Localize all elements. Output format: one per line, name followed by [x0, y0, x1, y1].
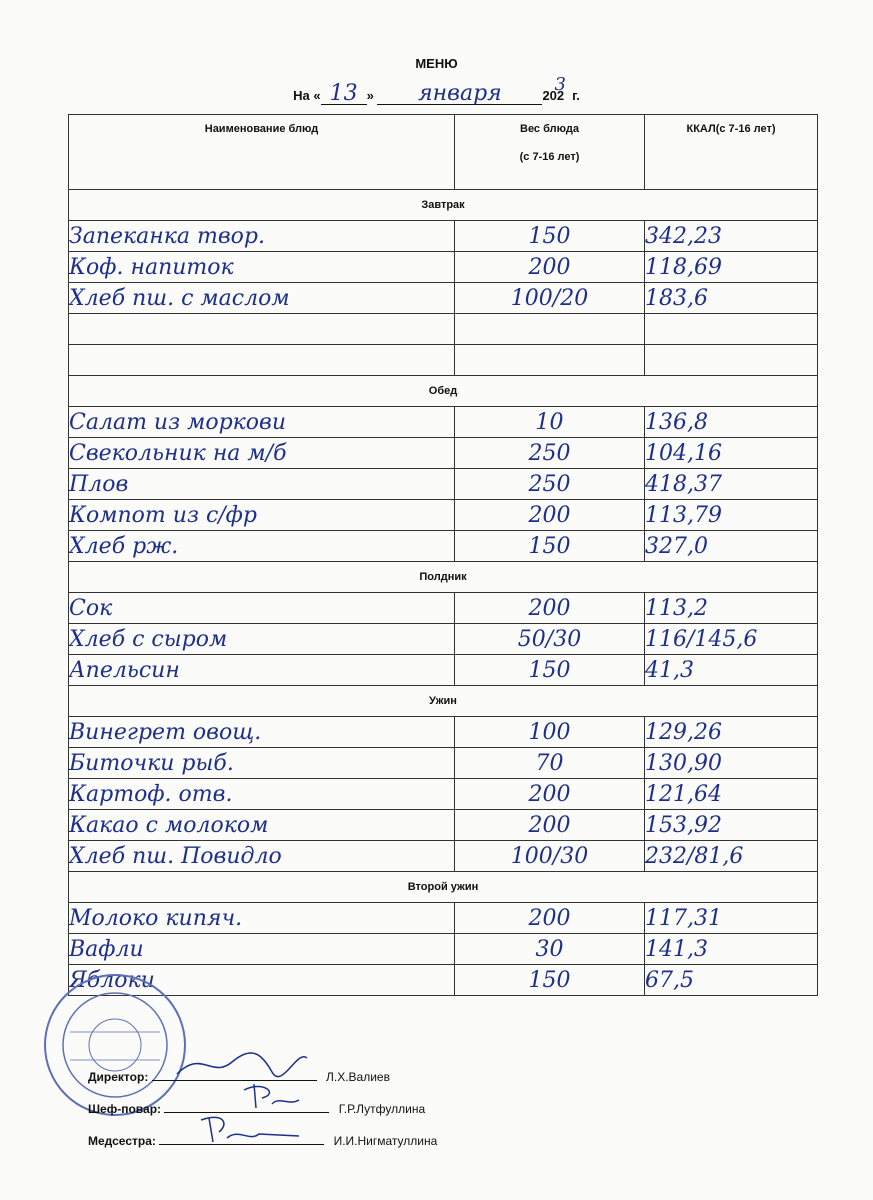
table-row	[69, 655, 818, 686]
dish-kcal: 129,26	[645, 717, 818, 748]
date-prefix: На «	[293, 88, 321, 103]
column-header-weight-line2: (с 7-16 лет)	[519, 151, 580, 163]
dish-kcal: 183,6	[645, 283, 818, 314]
table-row	[69, 624, 818, 655]
signature-role: Директор:	[88, 1070, 149, 1084]
dish-name: Хлеб пш. с маслом	[69, 283, 455, 314]
dish-kcal: 232/81,6	[645, 841, 818, 872]
date-year-prefix: 202	[542, 88, 565, 103]
signature-line	[159, 1132, 324, 1145]
section-title: Полдник	[69, 562, 818, 593]
table-row	[69, 314, 818, 345]
signature-nurse	[88, 1132, 437, 1148]
dish-name: Сок	[69, 593, 455, 624]
dish-weight: 150	[455, 221, 645, 252]
dish-kcal: 418,37	[645, 469, 818, 500]
dish-kcal: 130,90	[645, 748, 818, 779]
dish-kcal: 113,2	[645, 593, 818, 624]
dish-name: Свекольник на м/б	[69, 438, 455, 469]
dish-kcal: 327,0	[645, 531, 818, 562]
dish-name: Апельсин	[69, 655, 455, 686]
dish-weight: 70	[455, 748, 645, 779]
dish-kcal: 141,3	[645, 934, 818, 965]
dish-weight: 50/30	[455, 624, 645, 655]
section-title: Завтрак	[69, 190, 818, 221]
dish-weight: 200	[455, 810, 645, 841]
column-header-weight	[455, 115, 645, 190]
dish-name: Винегрет овощ.	[69, 717, 455, 748]
table-row	[69, 717, 818, 748]
dish-kcal: 153,92	[645, 810, 818, 841]
dish-weight: 250	[455, 469, 645, 500]
table-row	[69, 934, 818, 965]
signature-name: Л.Х.Валиев	[326, 1070, 390, 1084]
table-row	[69, 748, 818, 779]
dish-kcal: 118,69	[645, 252, 818, 283]
dish-kcal: 117,31	[645, 903, 818, 934]
dish-name: Коф. напиток	[69, 252, 455, 283]
date-line	[0, 74, 873, 106]
section-title: Второй ужин	[69, 872, 818, 903]
table-row	[69, 810, 818, 841]
dish-weight: 200	[455, 500, 645, 531]
dish-kcal: 342,23	[645, 221, 818, 252]
date-year-digit: 3	[554, 74, 566, 95]
dish-name: Вафли	[69, 934, 455, 965]
dish-weight: 100/30	[455, 841, 645, 872]
dish-weight	[455, 314, 645, 345]
dish-weight: 200	[455, 593, 645, 624]
dish-kcal: 41,3	[645, 655, 818, 686]
table-row	[69, 593, 818, 624]
date-mid: »	[366, 88, 374, 103]
dish-weight: 30	[455, 934, 645, 965]
official-stamp	[40, 970, 190, 1120]
document-title: МЕНЮ	[415, 56, 458, 71]
table-row	[69, 345, 818, 376]
dish-name	[69, 345, 455, 376]
table-row	[69, 407, 818, 438]
dish-name: Биточки рыб.	[69, 748, 455, 779]
dish-kcal: 136,8	[645, 407, 818, 438]
dish-kcal: 116/145,6	[645, 624, 818, 655]
date-month: января	[418, 81, 502, 106]
table-row	[69, 438, 818, 469]
dish-weight: 150	[455, 655, 645, 686]
dish-weight: 250	[455, 438, 645, 469]
table-row	[69, 779, 818, 810]
dish-name: Компот из с/фр	[69, 500, 455, 531]
date-day: 13	[329, 81, 358, 106]
date-suffix: г.	[572, 88, 580, 103]
dish-kcal: 121,64	[645, 779, 818, 810]
dish-weight: 100/20	[455, 283, 645, 314]
dish-weight: 200	[455, 779, 645, 810]
dish-weight: 10	[455, 407, 645, 438]
table-row	[69, 841, 818, 872]
column-header-kcal: ККАЛ(с 7-16 лет)	[645, 115, 818, 190]
dish-kcal: 113,79	[645, 500, 818, 531]
column-header-name: Наименование блюд	[69, 115, 455, 190]
dish-name: Салат из моркови	[69, 407, 455, 438]
column-header-weight-line1: Вес блюда	[520, 123, 579, 135]
dish-kcal: 67,5	[645, 965, 818, 996]
dish-name: Картоф. отв.	[69, 779, 455, 810]
dish-kcal	[645, 345, 818, 376]
table-row	[69, 469, 818, 500]
dish-weight: 200	[455, 903, 645, 934]
table-row	[69, 531, 818, 562]
signature-role: Медсестра:	[88, 1134, 156, 1148]
dish-name: Какао с молоком	[69, 810, 455, 841]
handwritten-signature-icon	[179, 1108, 319, 1148]
signature-role: Шеф-повар:	[88, 1102, 162, 1116]
menu-table	[68, 114, 818, 996]
dish-name: Плов	[69, 469, 455, 500]
dish-weight: 200	[455, 252, 645, 283]
dish-name: Яблоки	[69, 965, 455, 996]
dish-weight: 100	[455, 717, 645, 748]
section-title: Обед	[69, 376, 818, 407]
dish-kcal	[645, 314, 818, 345]
table-row	[69, 252, 818, 283]
dish-name: Хлеб с сыром	[69, 624, 455, 655]
dish-name	[69, 314, 455, 345]
dish-weight: 150	[455, 965, 645, 996]
section-title: Ужин	[69, 686, 818, 717]
signature-name: И.И.Нигматуллина	[333, 1134, 438, 1148]
table-row	[69, 903, 818, 934]
dish-name: Молоко кипяч.	[69, 903, 455, 934]
signature-name: Г.Р.Лутфуллина	[338, 1102, 426, 1116]
dish-name: Запеканка твор.	[69, 221, 455, 252]
table-row	[69, 500, 818, 531]
dish-name: Хлеб рж.	[69, 531, 455, 562]
table-row	[69, 283, 818, 314]
dish-weight: 150	[455, 531, 645, 562]
table-row	[69, 221, 818, 252]
dish-name: Хлеб пш. Повидло	[69, 841, 455, 872]
dish-kcal: 104,16	[645, 438, 818, 469]
dish-weight	[455, 345, 645, 376]
